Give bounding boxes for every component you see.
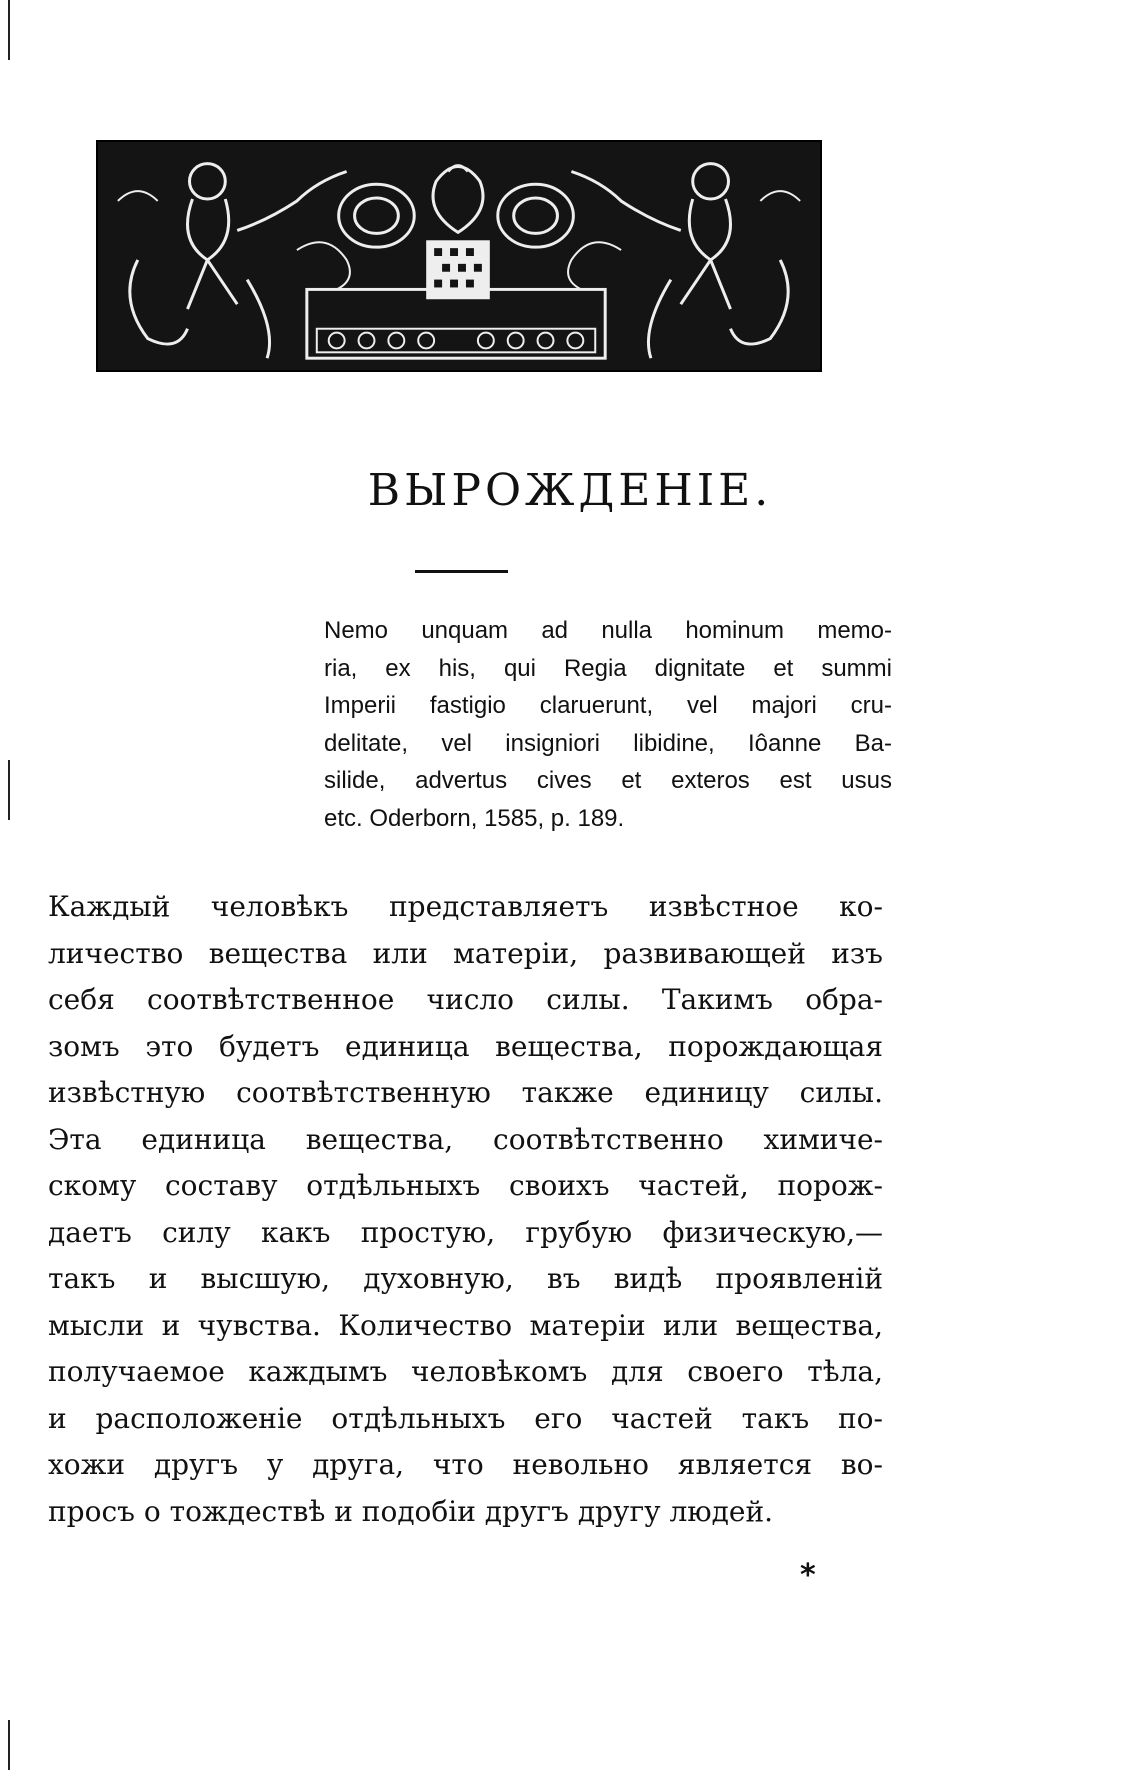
- body-line: и расположеніе отдѣльныхъ его частей такъ по-: [48, 1401, 883, 1435]
- body-line: скому составу отдѣльныхъ своихъ частей, порож-: [48, 1169, 883, 1202]
- epigraph-line: Nemo unquam ad nulla hominum memo-: [324, 617, 892, 644]
- body-line: просъ о тождествѣ и подобіи другъ другу людей.: [48, 1494, 774, 1528]
- scan-edge-mark: [8, 760, 10, 820]
- body-line: мысли и чувства. Количество матеріи или вещества,: [48, 1308, 883, 1342]
- body-line: себя соотвѣтственное число силы. Такимъ обра-: [48, 983, 883, 1016]
- epigraph-line: silide, advertus cives et exteros est usus: [324, 767, 892, 794]
- chapter-title: ВЫРОЖДЕНІЕ.: [367, 465, 773, 516]
- body-line: зомъ это будетъ единица вещества, порождающая: [48, 1029, 883, 1063]
- body-paragraph: [48, 884, 883, 1535]
- epigraph-line: Imperii fastigio claruerunt, vel majori cru-: [324, 692, 892, 719]
- section-mark: *: [800, 1558, 816, 1593]
- epigraph-line: etc. Oderborn, 1585, p. 189.: [324, 804, 625, 832]
- body-line: даетъ силу какъ простую, грубую физическую,—: [48, 1215, 883, 1249]
- body-line: Эта единица вещества, соотвѣтственно химиче-: [48, 1122, 883, 1156]
- epigraph-line: delitate, vel insigniori libidine, Iôanne Ba-: [324, 729, 892, 757]
- epigraph-line: ria, ex his, qui Regia dignitate et summi: [324, 654, 892, 682]
- body-line: получаемое каждымъ человѣкомъ для своего тѣла,: [48, 1355, 883, 1388]
- body-line: личество вещества или матеріи, развивающей изъ: [48, 936, 883, 970]
- ornamental-headpiece-icon: [96, 140, 822, 372]
- body-line: Каждый человѣкъ представляетъ извѣстное ко-: [48, 890, 883, 923]
- body-line: извѣстную соотвѣтственную также единицу силы.: [48, 1076, 883, 1109]
- scan-edge-mark: [8, 1720, 10, 1770]
- body-line: такъ и высшую, духовную, въ видѣ проявленій: [48, 1262, 883, 1295]
- epigraph: [324, 612, 892, 837]
- scan-edge-mark: [8, 0, 10, 60]
- body-line: хожи другъ у друга, что невольно является во-: [48, 1448, 883, 1481]
- title-rule: [415, 570, 508, 573]
